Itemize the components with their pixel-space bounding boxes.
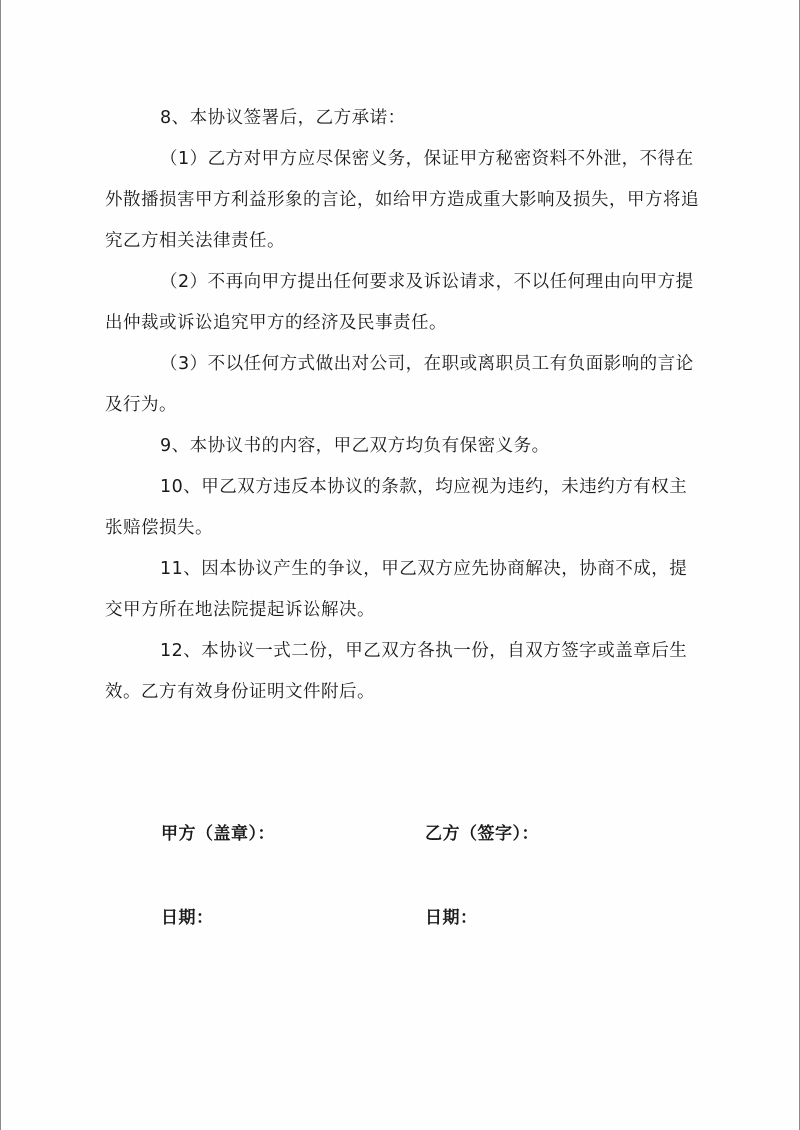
clause-8-item-3: （3）不以任何方式做出对公司，在职或离职员工有负面影响的言论及行为。 <box>105 354 694 415</box>
clause-9: 9、本协议书的内容，甲乙双方均负有保密义务。 <box>160 436 550 456</box>
clause-8-item-2: （2）不再向甲方提出任何要求及诉讼请求，不以任何理由向甲方提出仲裁或诉讼追究甲方的经济及民事责任。 <box>105 272 694 333</box>
clause-11: 11、因本协议产生的争议，甲乙双方应先协商解决，协商不成，提交甲方所在地法院提起诉讼解决。 <box>105 559 688 620</box>
clause-12: 12、本协议一式二份，甲乙双方各执一份，自双方签字或盖章后生效。乙方有效身份证明文件附后。 <box>105 641 688 702</box>
party-b-date-label: 日期： <box>425 908 478 928</box>
party-a-date-label: 日期： <box>161 908 214 928</box>
clause-8: 8、本协议签署后，乙方承诺： <box>160 108 406 128</box>
clause-10: 10、甲乙双方违反本协议的条款，均应视为违约，未违约方有权主张赔偿损失。 <box>105 477 688 538</box>
clause-8-item-1: （1）乙方对甲方应尽保密义务，保证甲方秘密资料不外泄，不得在外散播损害甲方利益形象的言论，如给甲方造成重大影响及损失，甲方将追究乙方相关法律责任。 <box>105 149 699 251</box>
party-a-seal-label: 甲方（盖章）： <box>161 824 275 844</box>
party-b-signature-label: 乙方（签字）： <box>425 824 539 844</box>
